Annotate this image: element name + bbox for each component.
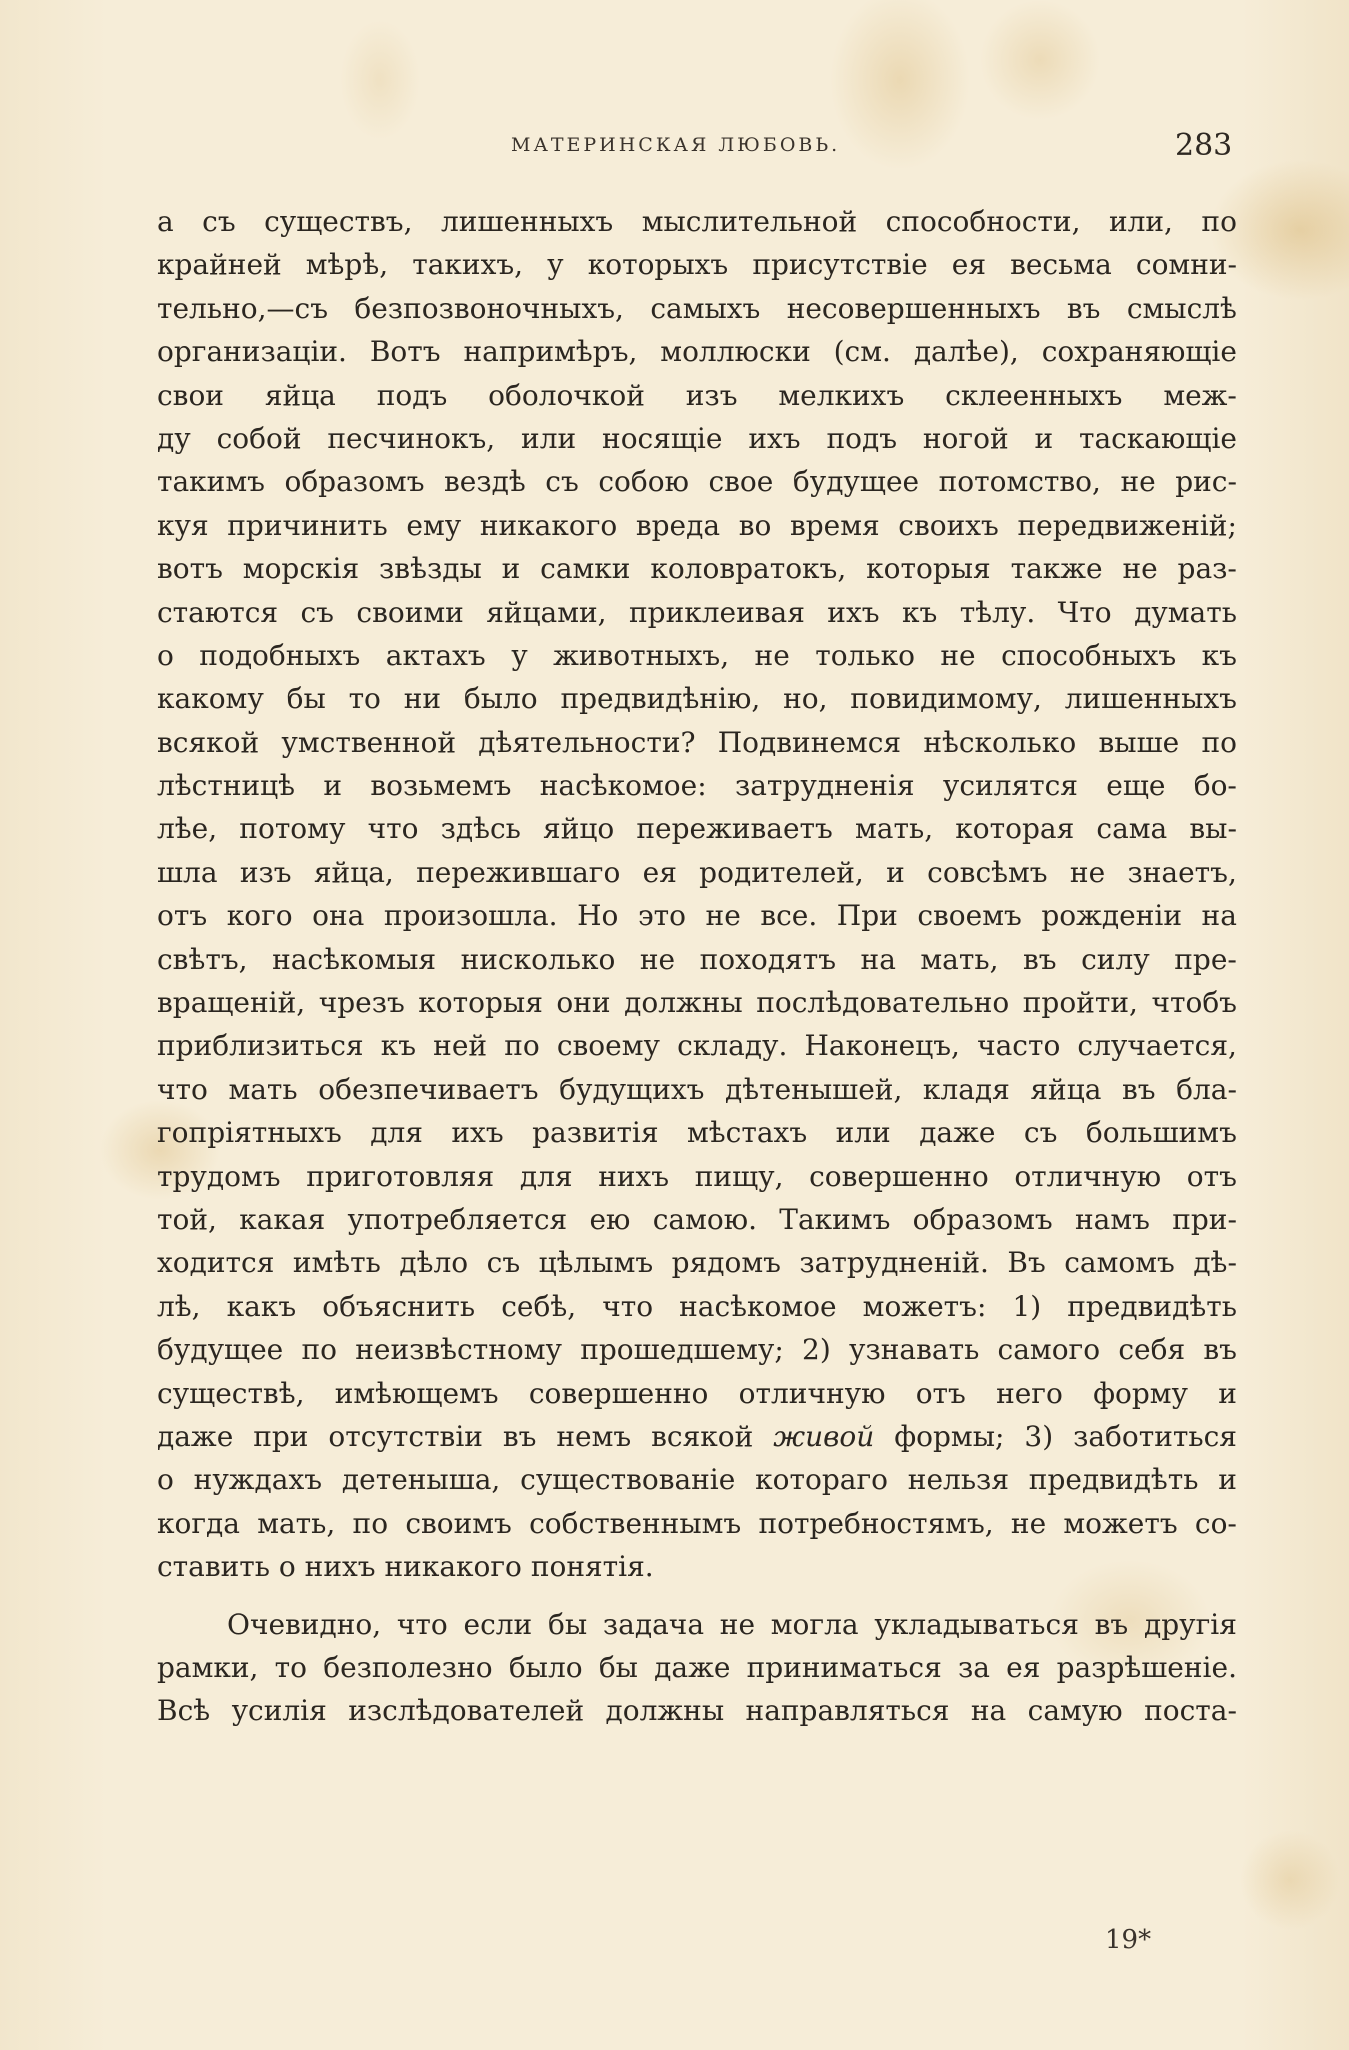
- text-line: какому бы то ни было предвидѣнію, но, повидимому, лишенныхъ: [157, 682, 1237, 716]
- text-line: куя причинить ему никакого вреда во время своихъ передвиженій;: [157, 508, 1237, 542]
- text-line: ставить о нихъ никакого понятія.: [157, 1550, 654, 1584]
- paragraph-gap: [157, 1589, 1237, 1603]
- text-line: отъ кого она произошла. Но это не все. При своемъ рожденіи на: [157, 899, 1237, 933]
- paragraph-2: [157, 1603, 1237, 1733]
- text-line: о подобныхъ актахъ у животныхъ, не только не способныхъ къ: [157, 638, 1237, 672]
- text-line: будущее по неизвѣстному прошедшему; 2) узнавать самого себя въ: [157, 1333, 1237, 1367]
- text-line: лѣ, какъ объяснить себѣ, что насѣкомое можетъ: 1) предвидѣть: [157, 1289, 1237, 1323]
- text-line: той, какая употребляется ею самою. Такимъ образомъ намъ при-: [157, 1202, 1237, 1236]
- text-line: когда мать, по своимъ собственнымъ потребностямъ, не можетъ со-: [157, 1506, 1237, 1540]
- text-line: ду собой песчинокъ, или носящіе ихъ подъ ногой и таскающіе: [157, 421, 1237, 455]
- text-line: ходится имѣть дѣло съ цѣлымъ рядомъ затрудненій. Въ самомъ дѣ-: [157, 1246, 1237, 1280]
- text-line: лѣстницѣ и возьмемъ насѣкомое: затрудненія усилятся еще бо-: [157, 769, 1237, 803]
- signature-mark: 19*: [1105, 1925, 1152, 1955]
- text-line: стаются съ своими яйцами, приклеивая ихъ къ тѣлу. Что думать: [157, 595, 1237, 629]
- text-line: организаціи. Вотъ напримѣръ, моллюски (см. далѣе), сохраняющіе: [157, 335, 1237, 369]
- text-line: трудомъ приготовляя для нихъ пищу, совершенно отличную отъ: [157, 1159, 1237, 1193]
- text-line: вращеній, чрезъ которыя они должны послѣдовательно пройти, чтобъ: [157, 986, 1237, 1020]
- text-line: всякой умственной дѣятельности? Подвинемся нѣсколько выше по: [157, 725, 1237, 759]
- text-line-with-italic: даже при отсутствіи въ немъ всякой живой формы; 3) заботиться: [157, 1419, 1237, 1453]
- text-line: свои яйца подъ оболочкой изъ мелкихъ склеенныхъ меж-: [157, 378, 1237, 412]
- page-number: 283: [1175, 128, 1233, 163]
- running-head: [0, 128, 1349, 168]
- running-title: МАТЕРИНСКАЯ ЛЮБОВЬ.: [511, 134, 841, 156]
- text-line: о нуждахъ детеныша, существованіе котораго нельзя предвидѣть и: [157, 1463, 1237, 1497]
- text-line: вотъ морскія звѣзды и самки коловратокъ, которыя также не раз-: [157, 552, 1237, 586]
- text-line: гопріятныхъ для ихъ развитія мѣстахъ или даже съ большимъ: [157, 1116, 1237, 1150]
- text-line: приблизиться къ ней по своему складу. Наконецъ, часто случается,: [157, 1029, 1237, 1063]
- text-line: лѣе, потому что здѣсь яйцо переживаетъ мать, которая сама вы-: [157, 812, 1237, 846]
- text-line: Очевидно, что если бы задача не могла укладываться въ другія: [227, 1607, 1237, 1641]
- text-line: свѣтъ, насѣкомыя нисколько не походятъ на мать, въ силу пре-: [157, 942, 1237, 976]
- text-line: Всѣ усилія изслѣдователей должны направляться на самую поста-: [157, 1694, 1237, 1728]
- text-line: шла изъ яйца, пережившаго ея родителей, и совсѣмъ не знаетъ,: [157, 855, 1237, 889]
- text-line: такимъ образомъ вездѣ съ собою свое будущее потомство, не рис-: [157, 465, 1237, 499]
- text-line: что мать обезпечиваетъ будущихъ дѣтенышей, кладя яйца въ бла-: [157, 1072, 1237, 1106]
- body-text: [157, 200, 1237, 1733]
- text-line: существѣ, имѣющемъ совершенно отличную отъ него форму и: [157, 1376, 1237, 1410]
- text-line: крайней мѣрѣ, такихъ, у которыхъ присутствіе ея весьма сомни-: [157, 248, 1237, 282]
- text-line: рамки, то безполезно было бы даже приниматься за ея разрѣшеніе.: [157, 1650, 1237, 1684]
- paragraph-1: [157, 200, 1237, 1589]
- text-line: тельно,—съ безпозвоночныхъ, самыхъ несовершенныхъ въ смыслѣ: [157, 291, 1237, 325]
- text-line: а съ существъ, лишенныхъ мыслительной способности, или, по: [157, 205, 1237, 238]
